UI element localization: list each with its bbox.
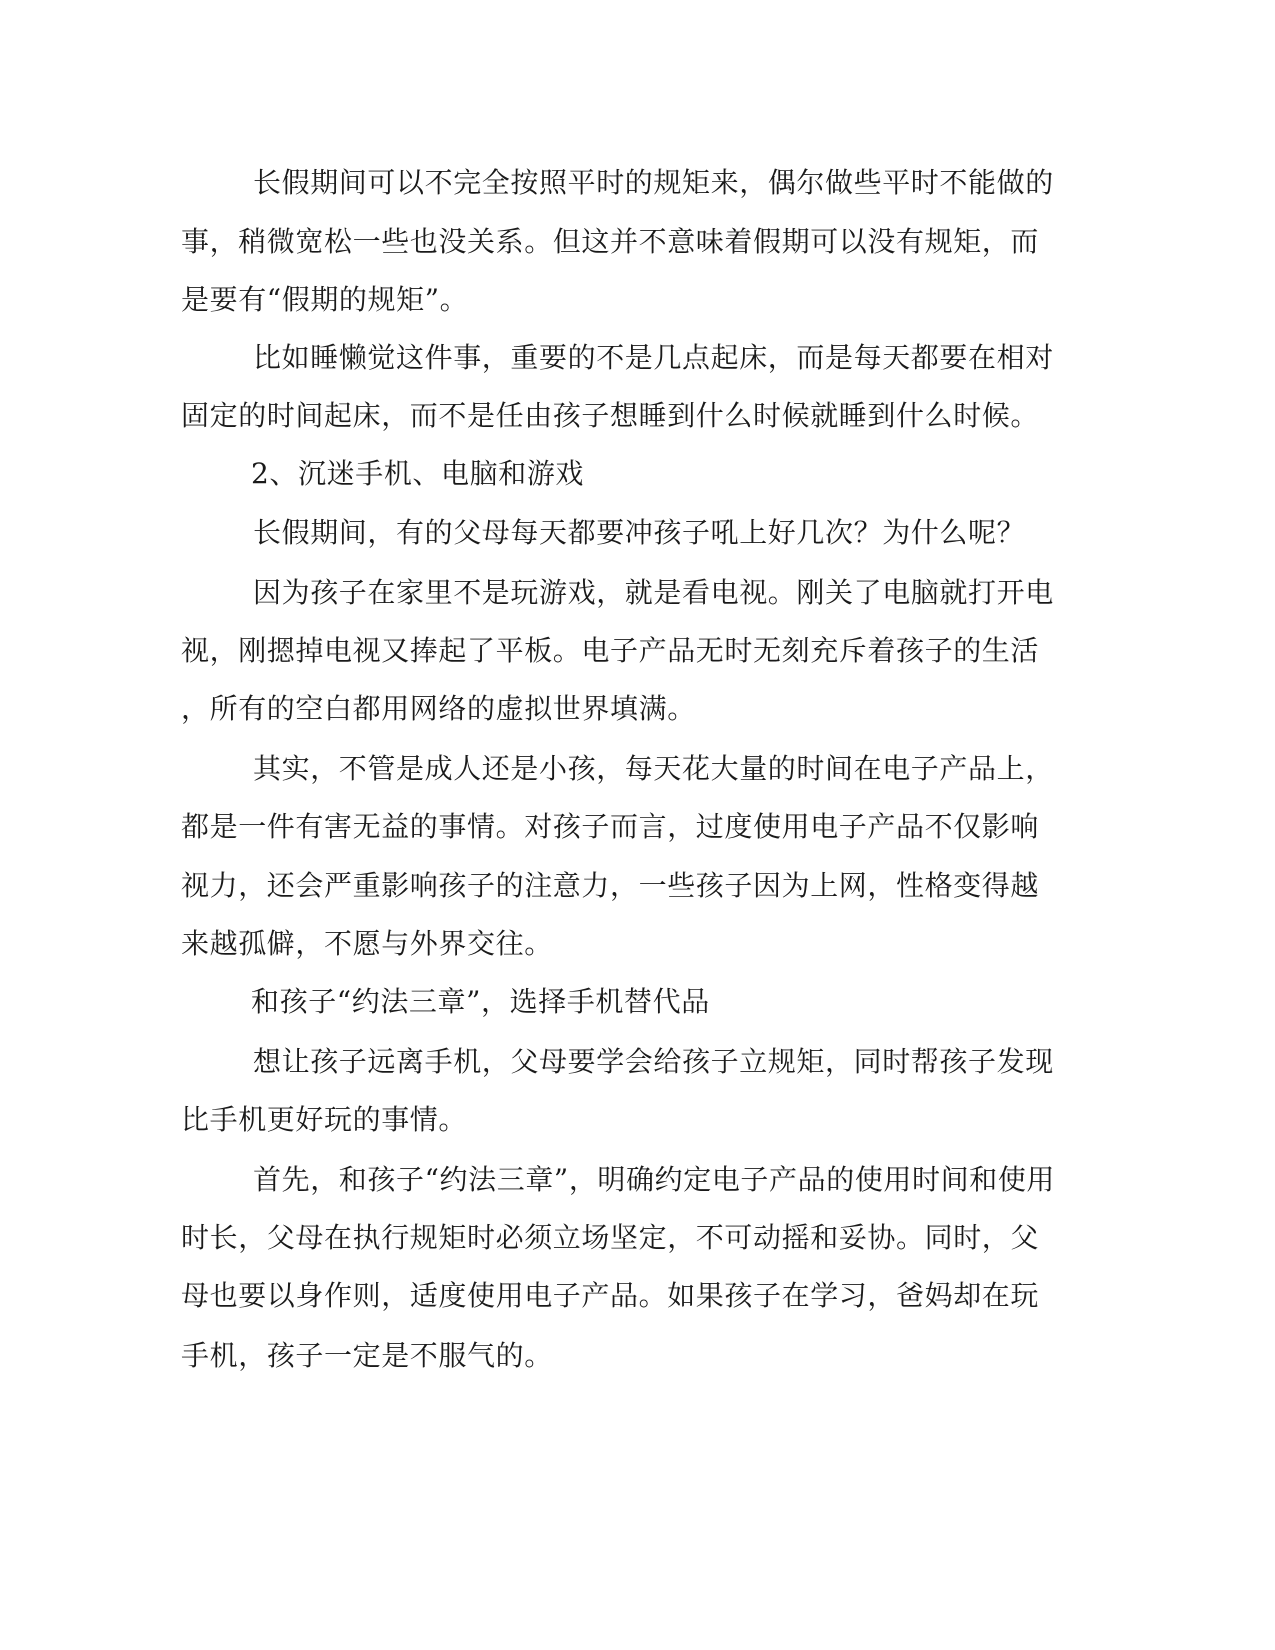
text-line: 母也要以身作则，适度使用电子产品。如果孩子在学习，爸妈却在玩: [181, 1279, 1040, 1312]
text-line: 来越孤僻，不愿与外界交往。: [181, 927, 553, 960]
subheading: 和孩子“约法三章”，选择手机替代品: [251, 985, 710, 1018]
text-line: 视力，还会严重影响孩子的注意力，一些孩子因为上网，性格变得越: [181, 869, 1040, 902]
text-line: 想让孩子远离手机，父母要学会给孩子立规矩，同时帮孩子发现: [253, 1045, 1054, 1078]
text-line: 视，刚摁掉电视又捧起了平板。电子产品无时无刻充斥着孩子的生活: [181, 634, 1040, 667]
text-line: 其实，不管是成人还是小孩，每天花大量的时间在电子产品上，: [253, 752, 1054, 785]
text-line: 都是一件有害无益的事情。对孩子而言，过度使用电子产品不仅影响: [181, 810, 1040, 843]
text-line: ，所有的空白都用网络的虚拟世界填满。: [181, 692, 696, 725]
text-line: 长假期间，有的父母每天都要冲孩子吼上好几次？为什么呢？: [253, 516, 1026, 549]
text-line: 比如睡懒觉这件事，重要的不是几点起床，而是每天都要在相对: [253, 341, 1054, 374]
text-line: 比手机更好玩的事情。: [181, 1103, 468, 1136]
text-line: 时长，父母在执行规矩时必须立场坚定，不可动摇和妥协。同时，父: [181, 1221, 1040, 1254]
text-line: 长假期间可以不完全按照平时的规矩来，偶尔做些平时不能做的: [253, 166, 1054, 199]
text-line: 因为孩子在家里不是玩游戏，就是看电视。刚关了电脑就打开电: [253, 576, 1054, 609]
text-line: 是要有“假期的规矩”。: [181, 283, 469, 316]
section-heading: 2、沉迷手机、电脑和游戏: [251, 457, 585, 490]
text-line: 固定的时间起床，而不是任由孩子想睡到什么时候就睡到什么时候。: [181, 399, 1040, 432]
text-line: 手机，孩子一定是不服气的。: [181, 1339, 553, 1372]
text-line: 首先，和孩子“约法三章”，明确约定电子产品的使用时间和使用: [253, 1163, 1056, 1196]
text-line: 事，稍微宽松一些也没关系。但这并不意味着假期可以没有规矩，而: [181, 225, 1040, 258]
